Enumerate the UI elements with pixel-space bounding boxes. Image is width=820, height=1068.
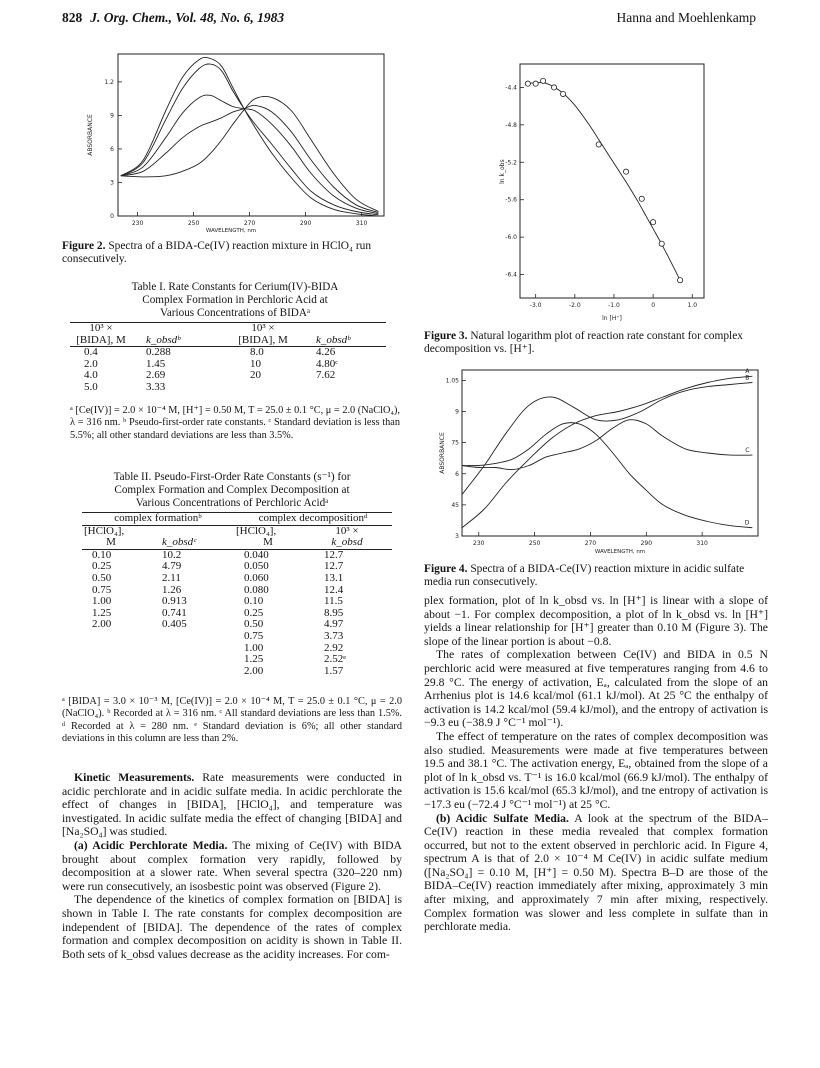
y-tick-label: -5.2: [505, 159, 517, 167]
table-cell: 4.79: [162, 560, 182, 573]
right-body-text: [424, 594, 768, 934]
table-row: [82, 549, 392, 561]
spectrum-line: [121, 95, 379, 214]
perchlorate-paragraph: The mixing of Ce(IV) with BIDA brought about complex formation very rapidly, followed by decomposition at a slower rate. When several spectra (320–220 nm) were run consecutively, an isosbestic point was observed (Figure 2).: [62, 838, 402, 893]
table-cell: [224, 382, 302, 394]
table-cell: 4.80ᶜ: [316, 357, 339, 370]
y-tick-label: -6.4: [505, 271, 517, 279]
data-point: [659, 241, 664, 246]
table-cell: 5.0: [84, 380, 98, 393]
table-group-header-row: [82, 513, 392, 526]
table-header-row: [82, 537, 392, 549]
running-header-left: [62, 10, 284, 26]
kinetic-paragraph: Rate measurements were conducted in acidic perchlorate and in acidic sulfate media. In acidic perchlorate the effect of changes in [BIDA], [HClO₄], and temperature was investigated. In acidic sulfate media the effect of changing [BIDA] and [Na₂SO₄] was studied.: [62, 771, 402, 839]
x-tick-label: -3.0: [529, 302, 542, 309]
x-tick-label: 290: [640, 540, 653, 547]
fit-curve: [526, 82, 680, 280]
spectrum-line: [462, 383, 752, 495]
table-cell: 8.95: [324, 606, 344, 619]
data-point: [639, 196, 644, 201]
y-tick-label: 45: [451, 501, 459, 509]
table-cell: [140, 643, 234, 655]
table-cell: 12.7: [324, 560, 344, 573]
data-point: [560, 91, 565, 96]
table-cell: 0.10: [92, 548, 112, 561]
figure-2-label: Figure 2.: [62, 240, 106, 252]
figure-4-caption-text: Spectra of a BIDA-Ce(IV) reaction mixture in acidic sulfate media run consecutively.: [424, 563, 745, 588]
table-cell: 10.2: [162, 548, 182, 561]
x-tick-label: 230: [473, 540, 485, 547]
table-cell: [140, 654, 234, 666]
page-number: 828: [62, 10, 83, 25]
table-1-footnote: ᵃ [Ce(IV)] = 2.0 × 10⁻⁴ M, [H⁺] = 0.50 M, T = 25.0 ± 0.1 °C, μ = 2.0 (NaClO₄), λ = 316 nm. ᵇ Pseudo-first-order rate constants. ᶜ Standard deviation is less than 5.5%; all other standard deviations are less than 3.5%.: [70, 405, 400, 441]
figure-3-caption: [424, 330, 768, 356]
table-cell: 4.0: [84, 369, 98, 382]
x-tick-label: 270: [243, 220, 256, 227]
column-header: 10³ ×: [89, 322, 113, 334]
table-2-title-line: Various Concentrations of Perchloric Acidᵃ: [135, 497, 329, 509]
table-cell: 1.00: [244, 641, 264, 654]
complexation-temperature-paragraph: The rates of complexation between Ce(IV) and BIDA in 0.5 N perchloric acid were measured at five temperatures ranging from 4.6 to 29.8 °C. The energy of activation, Eₐ, calculated from the slope of an Arrhenius plot is 14.6 kcal/mol (61.1 kJ/mol). At 25 °C the enthalpy of activation is 14.2 kcal/mol (59.4 kJ/mol), and the entropy of activation is −9.3 eu (−38.9 J °C⁻¹ mol⁻¹).: [424, 648, 768, 730]
data-point: [623, 169, 628, 174]
table-2-title-line: Table II. Pseudo-First-Order Rate Constants (s⁻¹) for: [113, 471, 351, 483]
spectrum-line: [121, 96, 379, 211]
table-cell: 1.26: [162, 583, 182, 596]
table-row: [82, 654, 392, 666]
table-cell: 0.75: [244, 629, 264, 642]
group-header-formation: complex formationᵇ: [82, 513, 234, 526]
table-header-row: [70, 335, 386, 347]
table-header-row: [70, 323, 386, 335]
column-header: M: [106, 536, 116, 549]
table-row: [82, 596, 392, 608]
table-cell: [82, 631, 140, 643]
table-row: [82, 608, 392, 620]
x-axis-label: WAVELENGTH, nm: [205, 228, 257, 234]
column-header: 10³ ×: [335, 524, 359, 537]
table-cell: [82, 643, 140, 655]
spectrum-line: [462, 423, 752, 528]
table-cell: 1.57: [324, 664, 344, 677]
x-tick-label: -2.0: [568, 302, 581, 309]
x-tick-label: 250: [187, 220, 200, 227]
column-header: 10³ ×: [251, 322, 275, 334]
y-tick-label: 75: [451, 439, 459, 447]
y-tick-label: -4.8: [505, 121, 517, 129]
table-cell: 8.0: [250, 346, 264, 359]
column-header: [302, 323, 386, 335]
table-cell: 1.45: [146, 357, 166, 370]
x-tick-label: 270: [584, 540, 597, 547]
y-tick-label: -4.4: [505, 84, 517, 92]
table-cell: 0.040: [244, 548, 269, 561]
spectrum-line: [462, 420, 752, 470]
table-cell: 0.060: [244, 571, 269, 584]
figure-3-label: Figure 3.: [424, 330, 468, 342]
table-1-title-line: Table I. Rate Constants for Cerium(IV)-BIDA: [131, 281, 339, 293]
figure-4-caption: [424, 563, 768, 589]
table-row: [70, 347, 386, 359]
figure-3-chart: [492, 60, 732, 328]
data-point: [678, 278, 683, 283]
table-cell: 10: [250, 357, 261, 370]
column-header: [132, 323, 224, 335]
figure-4-label: Figure 4.: [424, 563, 468, 575]
spectrum-line: [121, 105, 379, 212]
table-cell: [82, 654, 140, 666]
x-tick-label: 230: [131, 220, 144, 227]
table-cell: 12.7: [324, 548, 344, 561]
data-point: [651, 220, 656, 225]
table-2-footnote: ᵃ [BIDA] = 3.0 × 10⁻³ M, [Ce(IV)] = 2.0 × 10⁻⁴ M, T = 25.0 ± 0.1 °C, μ = 2.0 (NaClO₄). ᵇ Recorded at λ = 316 nm. ᶜ All standard deviations are less than 1.5%. ᵈ Recorded at λ = 280 nm. ᵉ Standard deviation is 6%; all other standard deviations in this column are less than 2%.: [62, 696, 402, 745]
y-tick-label: 0: [110, 213, 114, 220]
data-point: [540, 78, 545, 83]
y-tick-label: 3: [110, 179, 114, 187]
figure-2-caption-text: Spectra of a BIDA-Ce(IV) reaction mixture in HClO₄ run consecutively.: [62, 240, 372, 265]
table-cell: 0.50: [244, 618, 264, 631]
table-row: [82, 666, 392, 678]
table-cell: 0.4: [84, 346, 98, 359]
table-cell: [82, 666, 140, 678]
table-cell: 0.405: [162, 618, 187, 631]
table-cell: 12.4: [324, 583, 344, 596]
data-point: [533, 81, 538, 86]
table-cell: 0.741: [162, 606, 187, 619]
x-axis-label: ln [H⁺]: [602, 315, 622, 322]
y-tick-label: 3: [455, 533, 459, 540]
table-row: [82, 561, 392, 573]
column-header: M: [263, 536, 273, 549]
x-tick-label: 250: [528, 540, 541, 547]
figure-4-chart: [432, 366, 764, 562]
table-cell: 2.00: [244, 664, 264, 677]
table-cell: 2.52ᵉ: [324, 653, 347, 666]
y-tick-label: 6: [455, 470, 459, 478]
table-cell: 7.62: [316, 369, 336, 382]
data-point: [551, 85, 556, 90]
x-tick-label: 0: [651, 302, 656, 309]
column-header: [HClO₄],: [236, 524, 277, 537]
table-2-title-line: Complex Formation and Complex Decomposition at: [114, 484, 350, 496]
table-cell: 2.92: [324, 641, 344, 654]
y-tick-label: -6.0: [505, 234, 517, 242]
table-cell: 0.913: [162, 595, 187, 608]
table-row: [70, 382, 386, 394]
kinetic-heading: Kinetic Measurements.: [74, 771, 195, 784]
table-row: [70, 370, 386, 382]
table-cell: 1.25: [92, 606, 112, 619]
table-cell: 2.69: [146, 369, 166, 382]
table-cell: 1.00: [92, 595, 112, 608]
y-tick-label: 1.05: [445, 377, 459, 385]
table-cell: 2.0: [84, 357, 98, 370]
table-cell: 3.33: [146, 380, 166, 393]
slope-paragraph: plex formation, plot of ln k_obsd vs. ln [H⁺] is linear with a slope of about −1. For complex decomposition, a plot of ln k_obsd vs. ln [H⁺] yields a linear relationship for [H⁺] greater than 0.10 M (Figure 3). The slope of the linear portion is about −0.8.: [424, 594, 768, 648]
table-row: [82, 619, 392, 631]
x-tick-label: 310: [696, 540, 708, 547]
table-row: [82, 585, 392, 597]
table-cell: 4.26: [316, 346, 336, 359]
table-cell: 2.00: [92, 618, 112, 631]
dependence-paragraph: The dependence of the kinetics of complex formation on [BIDA] is shown in Table I. The rate constants for complex decomposition are independent of [BIDA]. The dependence of the rates of complex formation and complex decomposition on acidity is shown in Table II. Both sets of k_obsd values decrease as the acidity increases. For com-: [62, 893, 402, 961]
y-axis-label: ln k_obs: [499, 159, 506, 184]
table-cell: 0.10: [244, 595, 264, 608]
sulfate-paragraph: A look at the spectrum of the BIDA–Ce(IV) reaction in these media revealed that complex formation occurred, but not to the extent observed in perchloric acid. In Figure 4, spectrum A is that of 2.0 × 10⁻⁴ M Ce(IV) in acidic sulfate medium ([Na₂SO₄] = 0.10 M, [H⁺] = 0.50 M). Spectra B–D are those of the BIDA–Ce(IV) reaction immediately after mixing, approximately 3 min after mixing, and approximately 7 min after mixing, respectively. Complex formation was slower and less complete in sulfate than in perchlorate media.: [424, 811, 768, 934]
x-tick-label: 310: [355, 220, 368, 227]
data-point: [525, 81, 530, 86]
table-1-title-line: Complex Formation in Perchloric Acid at: [142, 294, 328, 306]
perchlorate-heading: (a) Acidic Perchlorate Media.: [74, 838, 228, 852]
table-cell: 0.25: [92, 560, 112, 573]
table-cell: 0.288: [146, 346, 171, 359]
y-tick-label: 6: [110, 145, 114, 153]
table-row: [82, 573, 392, 585]
figure-2-chart: [62, 44, 402, 238]
y-tick-label: -5.6: [505, 196, 517, 204]
running-header-authors: Hanna and Moehlenkamp: [616, 10, 756, 25]
sulfate-heading: (b) Acidic Sulfate Media.: [436, 811, 569, 825]
table-cell: 0.050: [244, 560, 269, 573]
y-axis-label: ABSORBANCE: [439, 432, 446, 474]
x-tick-label: -1.0: [608, 302, 620, 309]
table-cell: 1.25: [244, 653, 264, 666]
left-body-text: [62, 771, 402, 961]
table-1: [70, 322, 386, 394]
column-header: [BIDA], M: [76, 333, 126, 346]
x-tick-label: 1.0: [687, 302, 698, 309]
table-cell: 13.1: [324, 571, 344, 584]
table-cell: [302, 382, 386, 394]
column-header: k_obsdᵇ: [146, 333, 181, 346]
table-cell: 20: [250, 369, 261, 382]
table-2-title: [62, 471, 402, 510]
table-cell: [140, 631, 234, 643]
column-header: [HClO₄],: [84, 524, 125, 537]
column-header: k_obsdᵇ: [316, 333, 351, 346]
table-cell: 0.50: [92, 571, 112, 584]
table-cell: 0.75: [92, 583, 112, 596]
group-header-decomposition: complex decompositionᵈ: [234, 513, 392, 526]
table-row: [82, 631, 392, 643]
table-cell: 2.11: [162, 571, 181, 584]
table-cell: 11.5: [324, 595, 343, 608]
x-tick-label: 290: [299, 220, 312, 227]
x-axis-label: WAVELENGTH, nm: [594, 549, 646, 555]
y-tick-label: 9: [110, 112, 114, 120]
series-label: A: [745, 368, 750, 376]
table-1-title: [70, 281, 400, 320]
series-label: C: [745, 447, 750, 455]
y-tick-label: 1.2: [104, 78, 114, 86]
plot-frame: [520, 64, 704, 298]
column-header: [BIDA], M: [238, 333, 288, 346]
column-header: k_obsdᶜ: [162, 536, 197, 549]
table-cell: 3.73: [324, 629, 344, 642]
figure-2-caption: [62, 240, 402, 266]
series-label: B: [745, 374, 750, 382]
y-tick-label: 9: [455, 408, 459, 416]
table-row: [70, 359, 386, 371]
column-header: k_obsd: [331, 536, 363, 549]
table-cell: 4.97: [324, 618, 344, 631]
table-cell: 0.080: [244, 583, 269, 596]
y-axis-label: ABSORBANCE: [87, 114, 94, 156]
table-2: [82, 512, 392, 677]
spectrum-line: [462, 376, 752, 528]
figure-3-caption-text: Natural logarithm plot of reaction rate constant for complex decomposition vs. [H⁺].: [424, 330, 743, 355]
decomposition-temperature-paragraph: The effect of temperature on the rates of complex decomposition was also studied. Measurements were made at five temperatures between 19.5 and 38.1 °C. The activation energy, Eₐ, obtained from the slope of a plot of ln k_obsd vs. T⁻¹ is 16.0 kcal/mol (66.9 kJ/mol). The enthalpy of activation is 15.6 kcal/mol (65.3 kJ/mol), and tne entropy of activation is −17.3 eu (−72.4 J °C⁻¹ mol⁻¹) at 25 °C.: [424, 729, 768, 811]
journal-citation: J. Org. Chem., Vol. 48, No. 6, 1983: [90, 10, 285, 25]
data-point: [596, 142, 601, 147]
series-label: D: [744, 519, 750, 527]
plot-frame: [462, 370, 758, 536]
table-cell: 0.25: [244, 606, 264, 619]
table-cell: [140, 666, 234, 678]
table-1-title-line: Various Concentrations of BIDAᵃ: [159, 307, 311, 319]
